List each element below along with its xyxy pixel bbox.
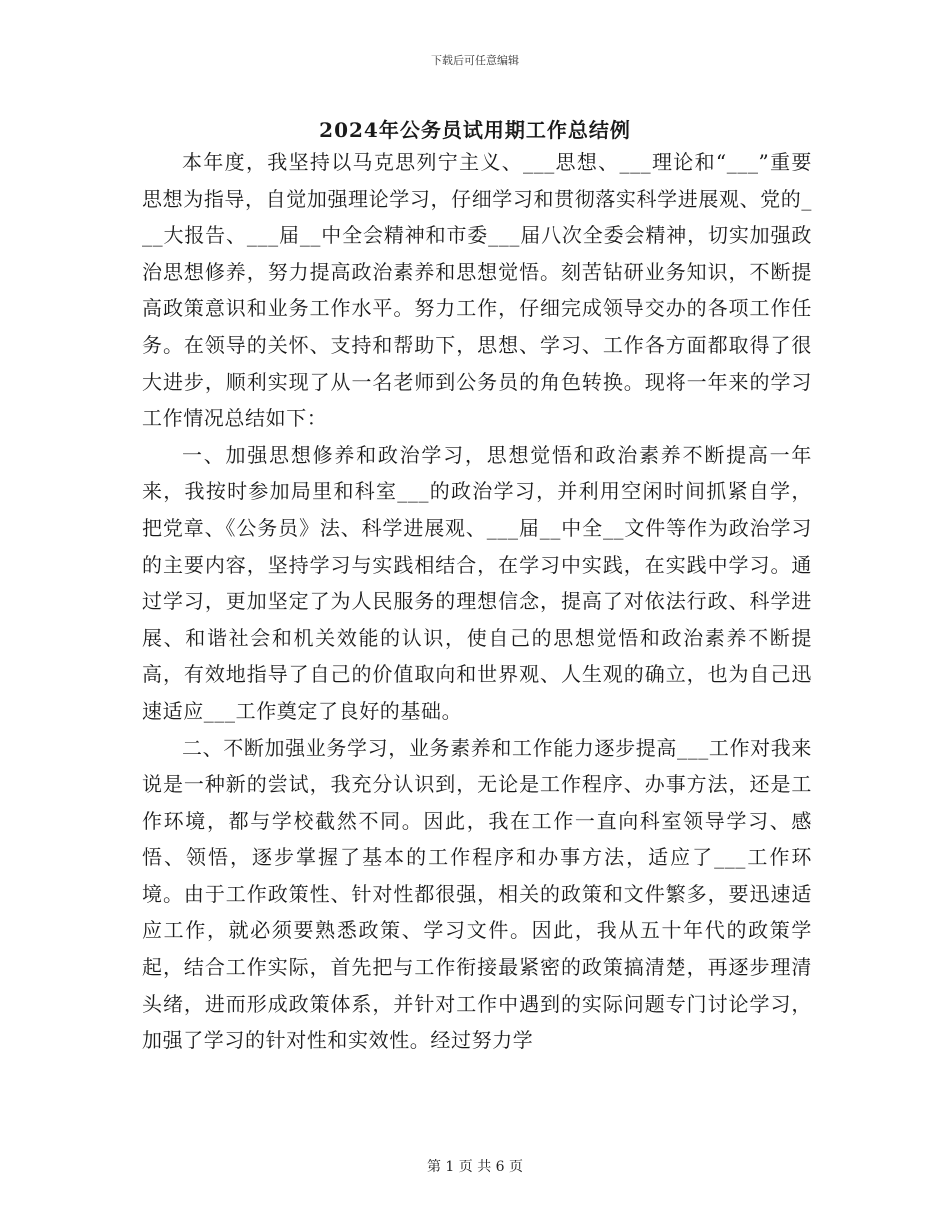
paragraph-section-2: 二、不断加强业务学习，业务素养和工作能力逐步提高___工作对我来说是一种新的尝试，我充分认识到，无论是工作程序、办事方法，还是工作环境，都与学校截然不同。因此，我在工作一直向科室领导学习、感悟、领悟，逐步掌握了基本的工作程序和办事方法，适应了___工作环境。由于工作政策性、针对性都很强，相关的政策和文件繁多，要迅速适应工作，就必须要熟悉政策、学习文件。因此，我从五十年代的政策学起，结合工作实际，首先把与工作衔接最紧密的政策搞清楚，再逐步理清头绪，进而形成政策体系，并针对工作中遇到的实际问题专门讨论学习，加强了学习的针对性和实效性。经过努力学 <box>142 735 812 1053</box>
page-header-note: 下载后可任意编辑 <box>431 54 519 67</box>
paragraph-intro: 本年度，我坚持以马克思列宁主义、___思想、___理论和“___”重要思想为指导，自觉加强理论学习，仔细学习和贯彻落实科学进展观、党的___大报告、___届__中全会精神和市委___届八次全委会精神，切实加强政治思想修养，努力提高政治素养和思想觉悟。刻苦钻研业务知识，不断提高政策意识和业务工作水平。努力工作，仔细完成领导交办的各项工作任务。在领导的关怀、支持和帮助下，思想、学习、工作各方面都取得了很大进步，顺利实现了从一名老师到公务员的角色转换。现将一年来的学习工作情况总结如下： <box>142 150 812 431</box>
document-title: 2024年公务员试用期工作总结例 <box>319 118 631 142</box>
document-body <box>142 144 812 1059</box>
paragraph-section-1: 一、加强思想修养和政治学习，思想觉悟和政治素养不断提高一年来，我按时参加局里和科室___的政治学习，并利用空闲时间抓紧自学，把党章、《公务员》法、科学进展观、___届__中全__文件等作为政治学习的主要内容，坚持学习与实践相结合，在学习中实践，在实践中学习。通过学习，更加坚定了为人民服务的理想信念，提高了对依法行政、科学进展、和谐社会和机关效能的认识，使自己的思想觉悟和政治素养不断提高，有效地指导了自己的价值取向和世界观、人生观的确立，也为自己迅速适应___工作奠定了良好的基础。 <box>142 442 812 723</box>
page-number: 第 1 页 共 6 页 <box>426 1159 524 1175</box>
